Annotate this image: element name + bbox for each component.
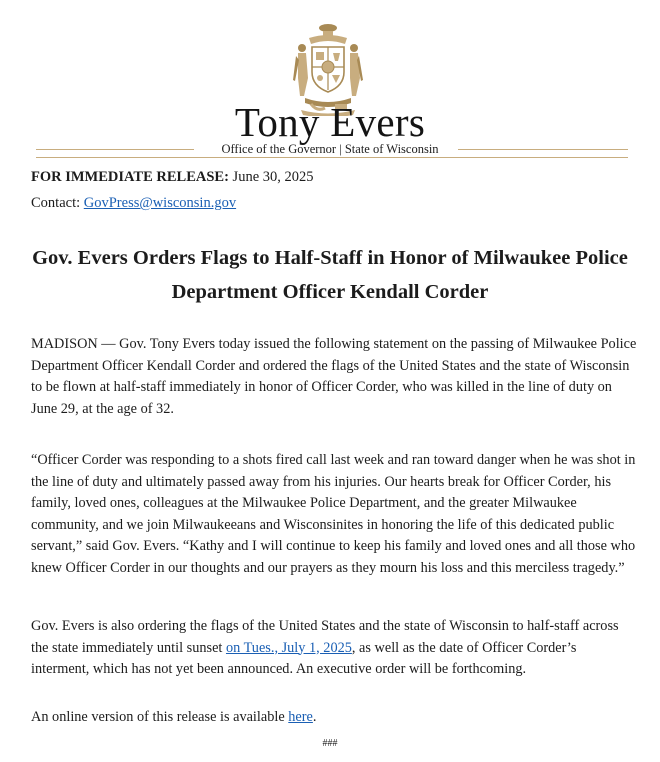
release-label: FOR IMMEDIATE RELEASE:	[31, 169, 229, 185]
headline: Gov. Evers Orders Flags to Half-Staff in Honor of Milwaukee Police Department Officer Kendall Corder	[32, 247, 628, 303]
contact-email-link[interactable]: GovPress@wisconsin.gov	[83, 195, 237, 211]
end-of-release-mark: ###	[322, 738, 338, 749]
governor-name: Tony Evers	[234, 99, 426, 145]
paragraph-governor-quote: “Officer Corder was responding to a shots fired call last week and ran toward danger when he was shot in the line of duty and ultimately passed away from his injuries. Our hearts break for Officer Corder, his family, loved ones, colleagues at the Milwaukee Police Department, and the greater Milwaukee community, and we join Milwaukeeans and Wisconsinites in honoring the life of this dedicated public servant,” said Gov. Evers. “Kathy and I will continue to keep his family and loved ones and all those who knew Officer Corder in our thoughts and our prayers as they mourn his loss and this merciless tragedy.”	[31, 452, 636, 576]
letterhead	[0, 0, 660, 160]
online-version-text: An online version of this release is available	[31, 709, 289, 725]
flag-order-text-start: Gov. Evers is also ordering the flags of the United States and the state of Wisconsin to half-staff across the state immediately until sunset	[31, 618, 619, 656]
online-version-link[interactable]: here	[288, 709, 313, 725]
paragraph-online-version	[31, 707, 637, 729]
office-title-text: Office of the Governor | State of Wisconsin	[221, 142, 439, 156]
letterhead-divider	[36, 157, 628, 158]
date-link[interactable]: on Tues., July 1, 2025	[225, 639, 352, 656]
flag-order-text-end: , as well as the date of Officer Corder’s interment, which has not yet been announced. An executive order will be forthcoming.	[31, 639, 577, 678]
release-date: June 30, 2025	[232, 169, 314, 185]
paragraph-flag-order	[31, 616, 637, 681]
letterhead-rule-right	[458, 149, 628, 150]
contact-label: Contact:	[31, 195, 81, 211]
contact-line	[31, 194, 236, 212]
paragraph-statement-intro: MADISON — Gov. Tony Evers today issued the following statement on the passing of Milwaukee Police Department Officer Kendall Corder and ordered the flags of the United States and the state of Wisconsin to be flown at half-staff immediately in honor of Officer Corder, who was killed in the line of duty on June 29, at the age of 32.	[31, 336, 637, 417]
online-version-period: .	[312, 709, 317, 725]
release-line	[31, 168, 314, 186]
